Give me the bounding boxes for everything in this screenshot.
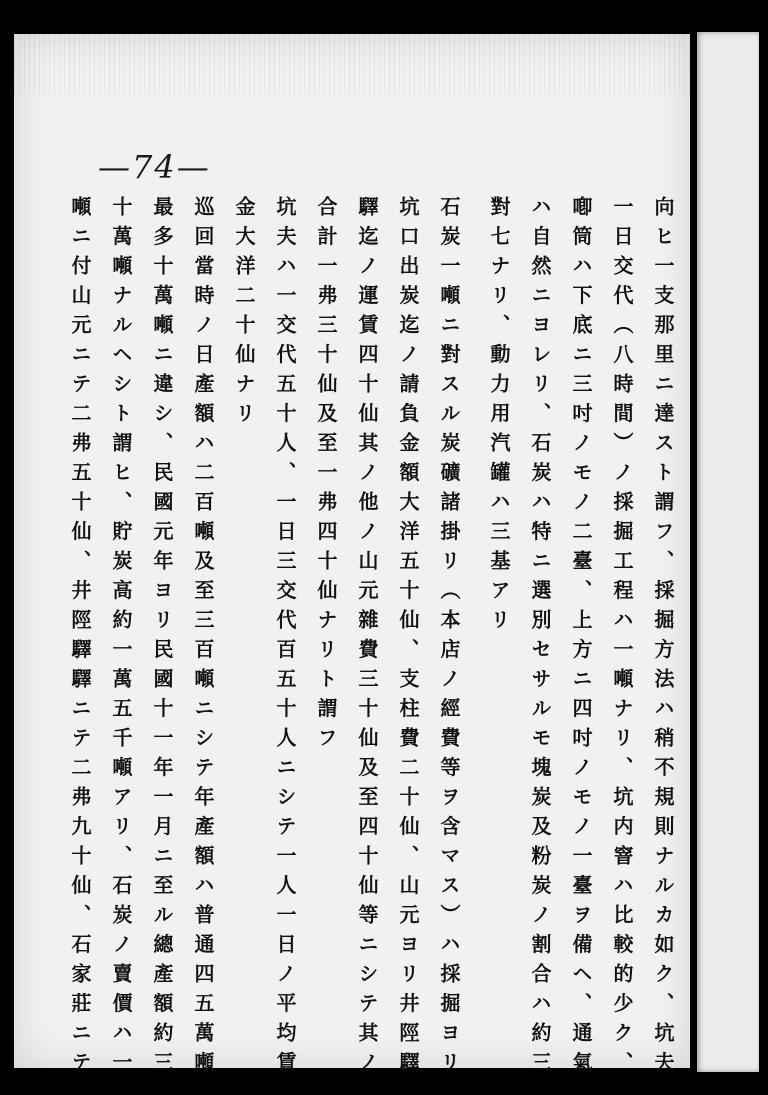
text-column: 驛迄ノ運賃四十仙其ノ他ノ山元雜費三十仙及至四十仙等ニシテ其ノ — [355, 196, 379, 1081]
vertical-text-body — [68, 196, 678, 1081]
text-column: 對七ナリ、動力用汽罐ハ三基アリ — [487, 196, 511, 639]
text-column: 向ヒ一支那里ニ達スト謂フ、採掘方法ハ稍不規則ナルカ如ク、坑夫 — [651, 196, 675, 1081]
text-column: 喞筒ハ下底ニ三吋ノモノ二臺、上方ニ四吋ノモノ一臺ヲ備ヘ、通氣 — [569, 196, 593, 1081]
text-column: 十萬噸ナルヘシト謂ヒ、貯炭高約一萬五千噸アリ、石炭ノ賣價ハ一 — [109, 196, 133, 1081]
page-number: —74— — [98, 148, 211, 186]
text-column: 石炭一噸ニ對スル炭礦諸掛リ（本店ノ經費等ヲ含マス）ハ採掘ヨリ — [437, 196, 461, 1081]
text-column: 噸ニ付山元ニテ二弗五十仙、井陘驛驛ニテ二弗九十仙、石家莊ニテ — [68, 196, 92, 1081]
text-column: 最多十萬噸ニ違シ、民國元年ヨリ民國十一年一月ニ至ル總產額約三 — [150, 196, 174, 1081]
text-column: 坑口出炭迄ノ請負金額大洋五十仙、支柱費二十仙、山元ヨリ井陘驛 — [396, 196, 420, 1081]
text-column: ハ自然ニヨレリ、石炭ハ特ニ選別セサルモ塊炭及粉炭ノ割合ハ約三 — [528, 196, 552, 1081]
text-column: 金大洋二十仙ナリ — [232, 196, 256, 432]
text-column: 合計一弗三十仙及至一弗四十仙ナリト謂フ — [314, 196, 338, 757]
adjacent-page-edge — [697, 32, 759, 1072]
text-column: 巡回當時ノ日產額ハ二百噸及至三百噸ニシテ年產額ハ普通四五萬噸 — [191, 196, 215, 1081]
text-column: 一日交代（八時間）ノ採掘工程ハ一噸ナリ、坑内窨ハ比較的少ク、 — [610, 196, 634, 1081]
text-column: 坑夫ハ一交代五十人、一日三交代百五十人ニシテ一人一日ノ平均賃 — [273, 196, 297, 1081]
